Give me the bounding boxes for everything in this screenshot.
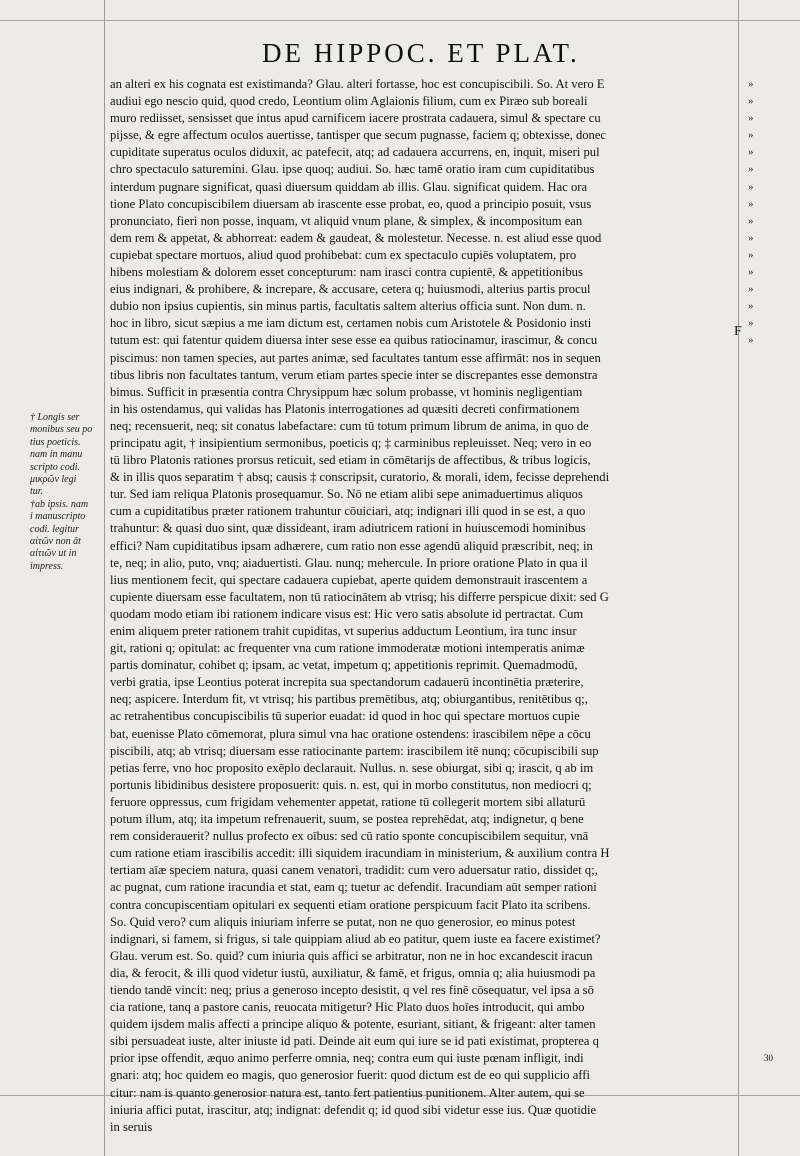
quote-mark: »	[748, 231, 754, 244]
quote-mark: »	[748, 95, 754, 108]
text-line: quidem ijsdem malis affecti a principe aliquo & potente, esuriant, sitiant, & frigeant: alter tamen	[110, 1017, 596, 1032]
text-line: an alteri ex his cognata est existimanda? Glau. alteri fortasse, hoc est concupiscibili. So. At vero E	[110, 77, 605, 91]
quote-mark: »	[748, 334, 754, 347]
text-line: audiui ego nescio quid, quod credo, Leontium olim Aglaionis filium, cum ex Piræo sub boreali	[110, 94, 588, 109]
quote-mark: »	[748, 146, 754, 159]
text-line: cia ratione, tanq a pastore canis, reuocata mitigetur? Hic Plato duos hoīes introducit, qui ambo	[110, 1000, 585, 1015]
text-line: tibus libris non facultates tantum, verum etiam partes specie inter se discrepantes esse demonstra	[110, 367, 598, 382]
marginal-note-line: αἰτιῶν ut in	[30, 548, 77, 560]
text-line: feruore oppressus, cum frigidam vehementer appetat, ratione tū collegerit mortem sibi allaturū	[110, 794, 586, 809]
quote-mark: »	[748, 78, 754, 90]
quote-mark: »	[748, 300, 754, 313]
text-line: petias ferre, vno hoc proposito exēplo declarauit. Nullus. n. sese obiurgat, sibi q; irascit, q ab im	[110, 760, 594, 775]
text-line: hoc in libro, sicut sæpius a me iam dictum est, certamen nobis cum Aristotele & Posidonio insti	[110, 316, 592, 331]
text-line: ac retrahentibus concupiscibilis tū superior euadat: id quod in hoc qui spectare mortuos cupie	[110, 709, 580, 724]
text-line: principatu agit, † insipientium sermonibus, poeticis q; ‡ carminibus repleuisset. Neq; vero in eo	[110, 435, 592, 450]
marginal-notes	[30, 412, 100, 573]
marginal-note-line: μικρῶν legi	[30, 474, 77, 486]
main-text-column	[110, 76, 734, 1136]
text-line: cupiebat spectare mortuos, aliud quod prohibebat: cum ex spectaculo cupiēs voluptatem, pro	[110, 247, 577, 262]
text-line: & in illis quos separatim † absq; causis ‡ conscripsit, curatorio, & morali, idem, fecisse deprehendi	[110, 470, 610, 485]
text-line: cum a cupiditatibus præter rationem trahuntur cōuiciari, atq; indignari illi quod in se est, a quo	[110, 504, 586, 519]
quote-mark: »	[748, 214, 754, 227]
quote-mark: »	[748, 197, 754, 210]
marginal-note-line: tur.	[30, 486, 44, 498]
text-line: in seruis	[110, 1119, 153, 1134]
quote-mark: »	[748, 248, 754, 261]
page-title: DE HIPPOC. ET PLAT.	[262, 38, 580, 68]
marginal-note-line: scripto codi.	[30, 461, 80, 473]
text-line: Glau. verum est. So. quid? cum iniuria quis affici se arbitratur, non ne in hoc excandescit iracun	[110, 948, 593, 963]
right-column-rule	[738, 0, 739, 1156]
text-line: dia, & ferocit, & illi quod videtur iustū, auxiliatur, & famē, et frigus, omnia q; alia huiusmodi pa	[110, 965, 596, 980]
text-line: chro spectaculo saturemini. Glau. ipse quoq; audiui. So. hæc tamē oratio iram cum cupiditatibus	[110, 162, 595, 177]
text-line: sibi persuadeat iuste, alter iniuste id pati. Deinde ait eum qui iure se id pati existimat, propterea q	[110, 1034, 599, 1049]
text-line: git, rationi q; opitulat: ac frequenter vna cum ratione immoderatæ motioni intemperatis animæ	[110, 641, 585, 656]
text-line: neq; aspicere. Interdum fit, vt vtrisq; his partibus premētibus, atq; obiurgantibus, renitētibus q;,	[110, 692, 588, 707]
marginal-note-line: impress.	[30, 560, 64, 572]
text-line: trahuntur: & quasi duo sint, quæ dissideant, iram adiutricem rationi in huiuscemodi hominibus	[110, 521, 586, 536]
text-line: So. Quid vero? cum aliquis iniuriam inferre se putat, non ne quo generosior, eo minus potest	[110, 914, 576, 929]
text-line: tutum est: qui fatentur quidem diuersa inter sese esse ea quibus ratiocinamur, irascimur, & concu	[110, 333, 598, 348]
text-line: pijsse, & egre affectum oculos auertisse, tantisper que secum pugnasse, faciem q; obtexisse, donec	[110, 128, 607, 143]
text-line: prior ipse offendit, æquo animo perferre omnia, neq; contra eum qui iuste pœnam infligit, indi	[110, 1051, 584, 1066]
quote-mark: »	[748, 163, 754, 176]
marginal-note-line: nam in manu	[30, 449, 83, 461]
text-line: tiendo tandē vincit: neq; prius a generoso incepto desistit, q vel res finē cōsequatur, vel ipsa a sō	[110, 982, 594, 997]
text-line: iniuria affici putat, irascitur, atq; indignat: defendit q; id quod sibi videtur esse ius. Quæ quotidie	[110, 1102, 597, 1117]
text-line: citur: nam is quanto generosior natura est, tanto fert patientius punitionem. Alter autem, qui se	[110, 1085, 585, 1100]
text-line: neq; recensuerit, neq; sit conatus labefactare: cum tū totum primum librum de anima, in quo de	[110, 418, 589, 433]
text-line: te, neq; in alio, puto, vnq; aiaduertisti. Glau. nunq; mehercule. In priore oratione Plato in qua il	[110, 555, 588, 570]
quote-mark: »	[748, 317, 754, 330]
text-line: enim aliquem preter rationem trahit cupiditas, vt superius adductum Leontium, ira tunc insur	[110, 624, 577, 638]
quote-mark: »	[748, 129, 754, 142]
text-line: bimus. Sufficit in præsentia contra Chrysippum hæc solum probasse, vt hominis negligentiam	[110, 384, 583, 399]
text-line: muro rediisset, sensisset que intus apud carnificem iacere prostrata cadauera, simul & spectare cu	[110, 111, 601, 126]
text-line: cupiditate superatus oculos diduxit, ac patefecit, atq; ad cadauera accurrens, en, inquit, miseri pul	[110, 145, 600, 160]
text-line: rem considerauerit? nullus profecto ex oībus: sed cū ratio sponte concupiscibilem sequitur, vnā	[110, 829, 589, 844]
text-line: pronunciato, fieri non posse, inquam, vt aliquid vnum plane, & simplex, & incompositum ean	[110, 213, 583, 228]
text-line: effici? Nam cupiditatibus ipsam adhærere, cum ratio non esse agendū aliquid præscribit, neq; in	[110, 538, 593, 553]
text-line: cum ratione etiam irascibilis accedit: illi siquidem iracundiam in ministerium, & auxilium contra H	[110, 846, 610, 861]
text-line: tur. Sed iam reliqua Platonis prosequamur. So. Nō ne etiam alibi sepe animaduertimus aliquos	[110, 487, 583, 502]
quote-mark: »	[748, 266, 754, 279]
marginal-note-line: †ab ipsis. nam	[30, 498, 89, 510]
quote-mark: »	[748, 180, 754, 193]
text-line: in his ostendamus, qui validas has Platonis interrogationes ad quæsiti decreti confirmationem	[110, 401, 580, 416]
text-line: dubio non ipsius cupientis, sin minus partis, facultatis saltem alterius officia sunt. Non dum. n.	[110, 299, 586, 314]
top-rule	[0, 20, 800, 21]
text-line: bat, euenisse Plato cōmemorat, plura simul vna hac oratione ostendens: irascibilem nēpe a cōcu	[110, 726, 591, 741]
text-line: quodam modo etiam ibi rationem indicare visus est: Hic vero satis absolute id pertractat. Cum	[110, 606, 584, 621]
quote-mark: »	[748, 112, 754, 125]
marginal-note-line: αἰτῶν non āt	[30, 536, 81, 548]
text-line: tū libro Platonis rationes prorsus reticuit, sed etiam in cōmētarijs de affectibus, & tribus logicis,	[110, 453, 591, 468]
marginal-note-line: codi. legitur	[30, 523, 79, 535]
text-line: ac pugnat, cum ratione iracundia et stat, eam q; tuetur ac defendit. Iracundiam aūt semper rationi	[110, 880, 597, 895]
text-line: portunis libidinibus desistere proposuerit: quis. n. est, qui in morbo constitutus, non mediocri q;	[110, 777, 592, 792]
text-line: hibens molestiam & dolorem esset concepturum: nam irasci contra cupientē, & appetitionibus	[110, 265, 583, 280]
text-line: lius mentionem fecit, qui spectare cadauera cupiebat, aperte quidem demonstrauit irascentem a	[110, 572, 588, 587]
right-margin-marks	[748, 76, 788, 350]
text-line: gnari: atq; hoc quidem eo magis, quo generosior fuerit: quod dictum est de eo qui supplicio affi	[110, 1068, 590, 1083]
text-line: indignari, si famem, si frigus, si tale quippiam aliud ab eo patitur, quem iuste ea facere existimet?	[110, 931, 601, 946]
text-line: cupiente diuersam esse facultatem, non tū ratiocinātem ab vtrisq; his differre perspicue dixit: sed G	[110, 589, 609, 604]
text-line: partis dominatur, cohibet q; ipsam, ac vetat, impetum q; appetitionis reprimit. Quemadmodū,	[110, 658, 578, 673]
text-line: dem rem & appetat, & abhorreat: eadem & gaudeat, & molestetur. Necesse. n. est aliud esse quod	[110, 230, 602, 245]
text-line: contra concupiscentiam opitulari ex sequenti etiam oratione perspicuum facit Plato ita scribens.	[110, 897, 591, 912]
text-line: piscimus: non tamen species, aut partes animæ, sed facultates tantum esse affirmāt: nos in sequen	[110, 350, 601, 365]
page-number-mark: 30	[764, 1053, 773, 1063]
marginal-note-line: monibus seu po	[30, 424, 93, 436]
text-line: verbi gratia, ipse Leontius poterat increpita sua spectandorum cadauerū incontinētia præterire,	[110, 675, 584, 690]
left-column-rule	[104, 0, 105, 1156]
text-line: tione Plato concupiscibilem diuersam ab irascente esse probat, eo, quod a principio posuit, vsus	[110, 196, 592, 211]
text-line: potum illum, atq; ita impetum refrenauerit, suum, se postea reprehēdat, atq; indignetur, q bene	[110, 812, 584, 827]
marginal-note-line: tius poeticis.	[30, 436, 81, 448]
marginal-note-line: i manuscripto	[30, 511, 86, 523]
text-line: interdum pugnare significat, quasi diuersum quiddam ab illis. Glau. significat quidem. Hac ora	[110, 179, 588, 194]
section-letter-f: F	[734, 324, 742, 339]
text-line: piscibili, atq; ab vtrisq; diuersam esse ratiocinante partem: irascibilem itē nunq; cōcupiscibili sup	[110, 743, 599, 758]
text-line: tertiam aīæ speciem natura, quasi canem venatori, tradidit: cum vero aduersatur ratio, dissidet q;,	[110, 863, 598, 878]
text-line: eius indignari, & prohibere, & increpare, & accusare, cetera q; huiusmodi, alterius partis procul	[110, 282, 591, 297]
marginal-note-line: † Longis ser	[30, 412, 80, 423]
quote-mark: »	[748, 283, 754, 296]
